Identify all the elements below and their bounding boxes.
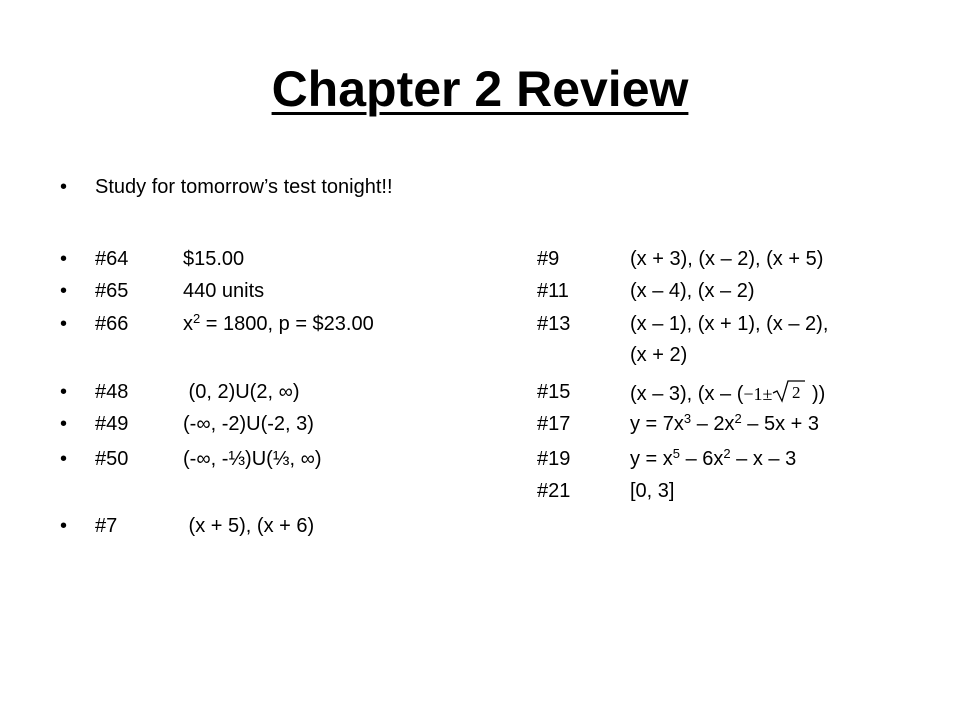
answer: $15.00 — [183, 248, 245, 270]
answer — [630, 446, 796, 472]
bullet-icon: • — [60, 381, 68, 403]
exponent: 2 — [193, 311, 201, 326]
answer: (-∞, -⅓)U(⅓, ∞) — [183, 448, 322, 470]
answer-part: = 1800, p = $23.00 — [200, 313, 374, 335]
exponent: 3 — [683, 411, 692, 426]
answer-part: y = 7x — [630, 413, 684, 435]
answer-continuation: (x + 2) — [630, 344, 688, 366]
bullet-icon: • — [60, 448, 68, 470]
problem-number: #9 — [537, 248, 560, 270]
bullet-icon: • — [60, 280, 68, 302]
problem-number: #19 — [537, 448, 571, 470]
radical-prefix: −1± — [743, 384, 773, 404]
problem-number: #7 — [95, 515, 118, 537]
answer: (x – 1), (x + 1), (x – 2), — [630, 313, 829, 335]
bullet-icon: • — [60, 413, 68, 435]
problem-number: #17 — [537, 413, 571, 435]
exponent: 2 — [734, 411, 742, 426]
answer-part: (x – 3), (x – ( — [630, 383, 744, 405]
problem-number: #50 — [95, 448, 129, 470]
bullet-icon: • — [60, 248, 68, 270]
answer-part: – 5x + 3 — [741, 413, 820, 435]
problem-number: #49 — [95, 413, 129, 435]
problem-number: #21 — [537, 480, 571, 502]
answer: (x + 5), (x + 6) — [183, 515, 315, 537]
problem-number: #48 — [95, 381, 129, 403]
answer: 440 units — [183, 280, 265, 302]
answer-part: )) — [806, 383, 826, 405]
radicand: 2 — [792, 383, 801, 402]
answer — [630, 379, 825, 410]
answer-part: x — [183, 313, 193, 335]
problem-number: #11 — [537, 280, 569, 302]
answer-part: – x – 3 — [730, 448, 797, 470]
problem-number: #13 — [537, 313, 571, 335]
page-title: Chapter 2 Review — [271, 61, 689, 117]
answer-part: – 6x — [680, 448, 724, 470]
exponent: 5 — [672, 446, 681, 461]
bullet-icon: • — [60, 176, 68, 198]
intro-text: Study for tomorrow’s test tonight!! — [95, 176, 393, 198]
exponent: 2 — [723, 446, 731, 461]
answer-part: – 2x — [691, 413, 735, 435]
bullet-icon: • — [60, 515, 68, 537]
problem-number: #65 — [95, 280, 129, 302]
answer: (0, 2)U(2, ∞) — [183, 381, 300, 403]
problem-number: #15 — [537, 381, 571, 403]
answer-part: y = x — [630, 448, 673, 470]
answer — [183, 311, 374, 337]
radical-expression — [743, 384, 806, 404]
bullet-icon: • — [60, 313, 68, 335]
problem-number: #66 — [95, 313, 129, 335]
answer: (x + 3), (x – 2), (x + 5) — [630, 248, 824, 270]
answer: (-∞, -2)U(-2, 3) — [183, 413, 314, 435]
problem-number: #64 — [95, 248, 129, 270]
answer: [0, 3] — [630, 480, 675, 502]
answer: (x – 4), (x – 2) — [630, 280, 755, 302]
answer — [630, 411, 819, 437]
square-root-icon — [772, 379, 806, 410]
